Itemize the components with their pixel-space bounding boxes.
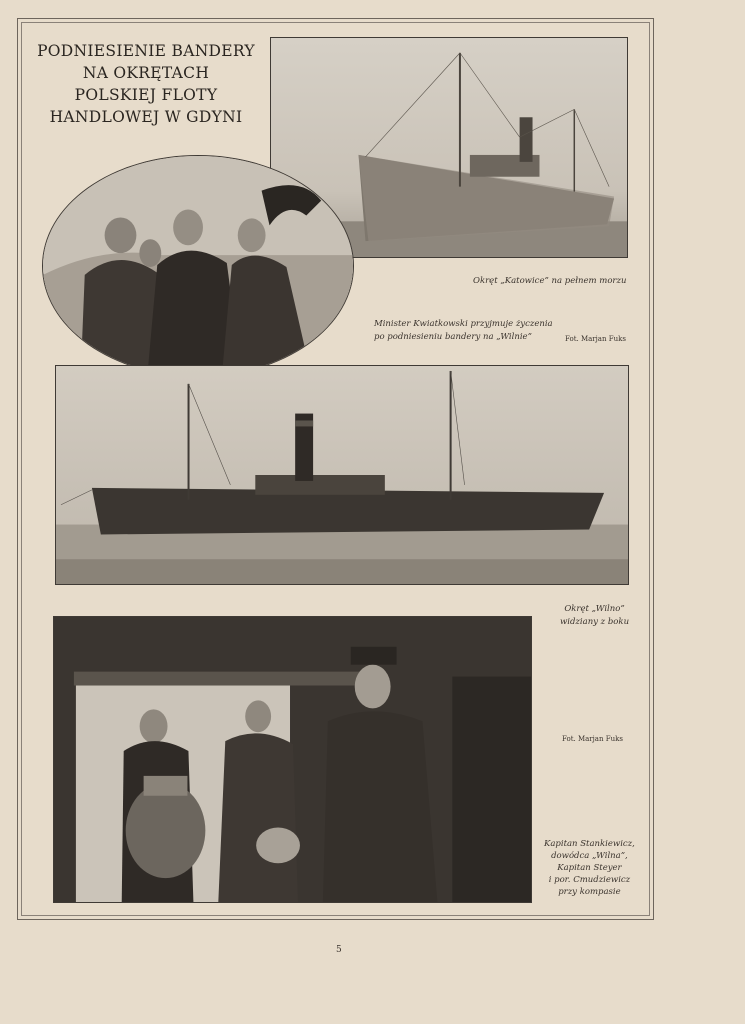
caption-wilno [560, 603, 629, 629]
caption-captains-line: dowódca „Wilna”, [551, 851, 628, 861]
photo-credit: Fot. Marjan Fuks [562, 735, 623, 743]
title-line: HANDLOWEJ W GDYNI [49, 108, 243, 126]
caption-captains-line: Kapitan Stankiewicz, [544, 839, 635, 849]
photo-wilno-ship [55, 365, 629, 585]
title-line: NA OKRĘTACH [82, 64, 210, 82]
caption-minister-line: Minister Kwiatkowski przyjmuje życzenia [374, 319, 553, 329]
page-number: 5 [336, 945, 342, 955]
photo-captains-compass [53, 616, 532, 903]
title-line: POLSKIEJ FLOTY [74, 86, 218, 104]
article-title [36, 40, 256, 128]
photo-credit: Fot. Marjan Fuks [565, 335, 626, 343]
title-line: PODNIESIENIE BANDERY [37, 42, 255, 60]
caption-wilno-line: Okręt „Wilno” [564, 604, 625, 614]
photo-minister-oval [42, 155, 354, 377]
caption-captains-line: Kapitan Steyer [557, 863, 622, 873]
caption-minister-line: po podniesieniu bandery na „Wilnie” [374, 332, 532, 342]
caption-wilno-line: widziany z boku [560, 617, 630, 627]
caption-captains [544, 838, 635, 898]
caption-captains-line: przy kompasie [558, 887, 621, 897]
caption-minister [374, 318, 553, 344]
caption-captains-line: i por. Cmudziewicz [548, 875, 631, 885]
caption-katowice: Okręt „Katowice” na pełnem morzu [473, 276, 627, 286]
